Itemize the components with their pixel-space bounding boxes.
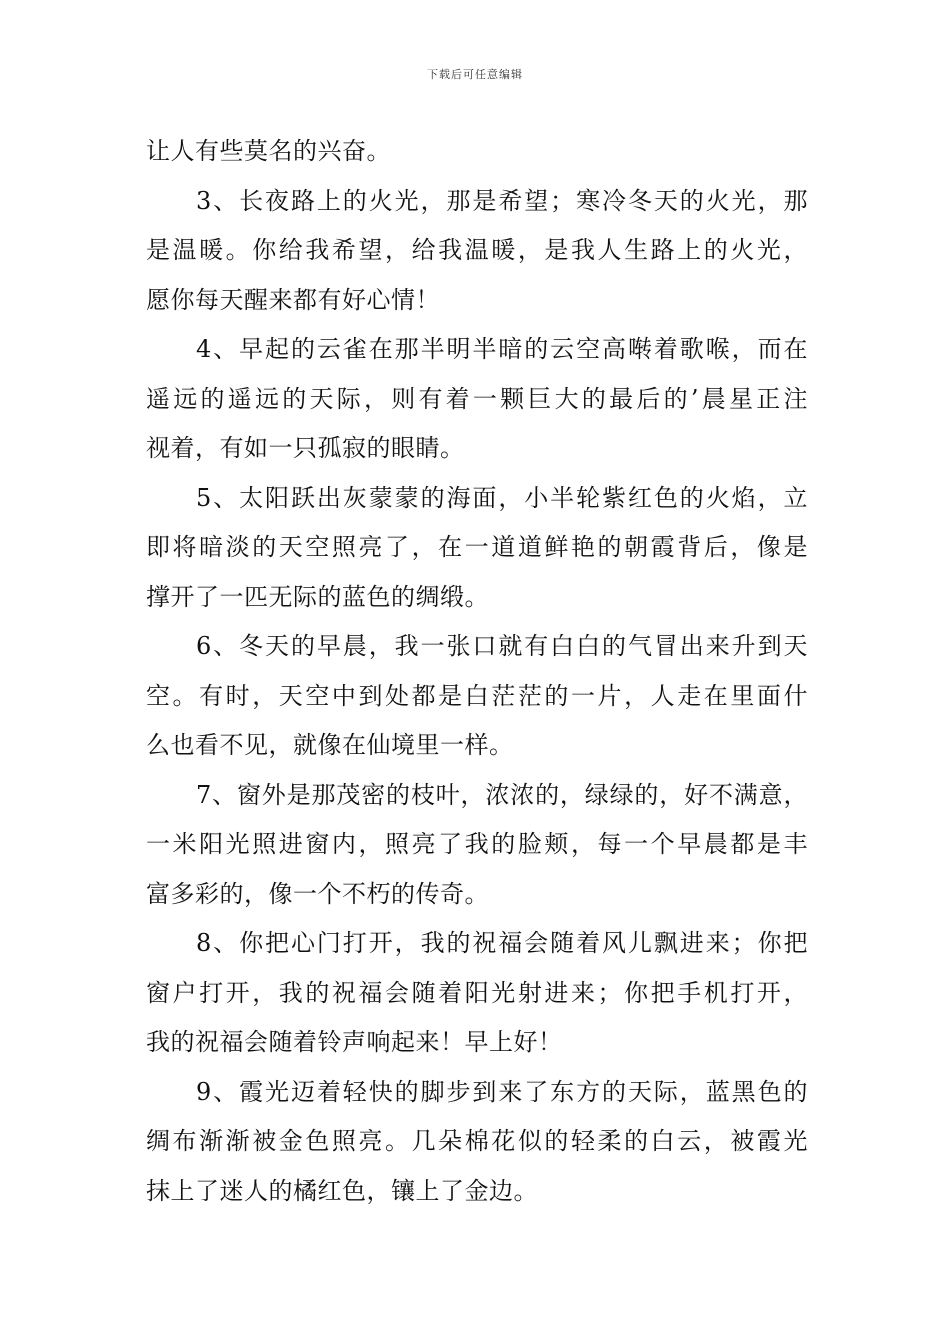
text-line: 抹上了迷人的橘红色，镶上了金边。 (146, 1176, 538, 1205)
text-line: 是温暖。你给我希望，给我温暖，是我人生路上的火光， (146, 236, 808, 264)
document-body (146, 127, 808, 1216)
text-line: 愿你每天醒来都有好心情！ (146, 285, 440, 314)
text-line: 么也看不见，就像在仙境里一样。 (146, 731, 514, 759)
text-line: 一米阳光照进窗内，照亮了我的脸颊，每一个早晨都是丰 (146, 830, 808, 858)
text-line: 视着，有如一只孤寂的眼睛。 (146, 434, 465, 462)
text-line: 6、冬天的早晨，我一张口就有白白的气冒出来升到天 (196, 632, 808, 660)
text-line: 7、窗外是那茂密的枝叶，浓浓的，绿绿的，好不满意， (196, 780, 808, 809)
text-line: 让人有些莫名的兴奋。 (146, 137, 391, 165)
text-line: 富多彩的，像一个不朽的传奇。 (146, 879, 489, 908)
text-line: 撑开了一匹无际的蓝色的绸缎。 (146, 582, 489, 611)
text-line: 窗户打开，我的祝福会随着阳光射进来；你把手机打开， (146, 978, 808, 1007)
text-line: 9、霞光迈着轻快的脚步到来了东方的天际，蓝黑色的 (196, 1077, 808, 1106)
text-line: 即将暗淡的天空照亮了，在一道道鲜艳的朝霞背后，像是 (146, 533, 808, 561)
text-line: 8、你把心门打开，我的祝福会随着风儿飘进来；你把 (196, 929, 808, 957)
text-line: 空。有时，天空中到处都是白茫茫的一片，人走在里面什 (146, 681, 808, 710)
text-line: 遥远的遥远的天际，则有着一颗巨大的最后的’晨星正注 (146, 384, 808, 413)
text-line: 3、长夜路上的火光，那是希望；寒冷冬天的火光，那 (196, 186, 808, 215)
text-line: 绸布渐渐被金色照亮。几朵棉花似的轻柔的白云，被霞光 (146, 1127, 808, 1155)
text-line: 5、太阳跃出灰蒙蒙的海面，小半轮紫红色的火焰，立 (196, 483, 808, 512)
text-line: 4、早起的云雀在那半明半暗的云空高啭着歌喉，而在 (196, 335, 808, 363)
page-header: 下载后可任意编辑 (427, 68, 523, 81)
text-line: 我的祝福会随着铃声响起来！早上好！ (146, 1028, 563, 1056)
